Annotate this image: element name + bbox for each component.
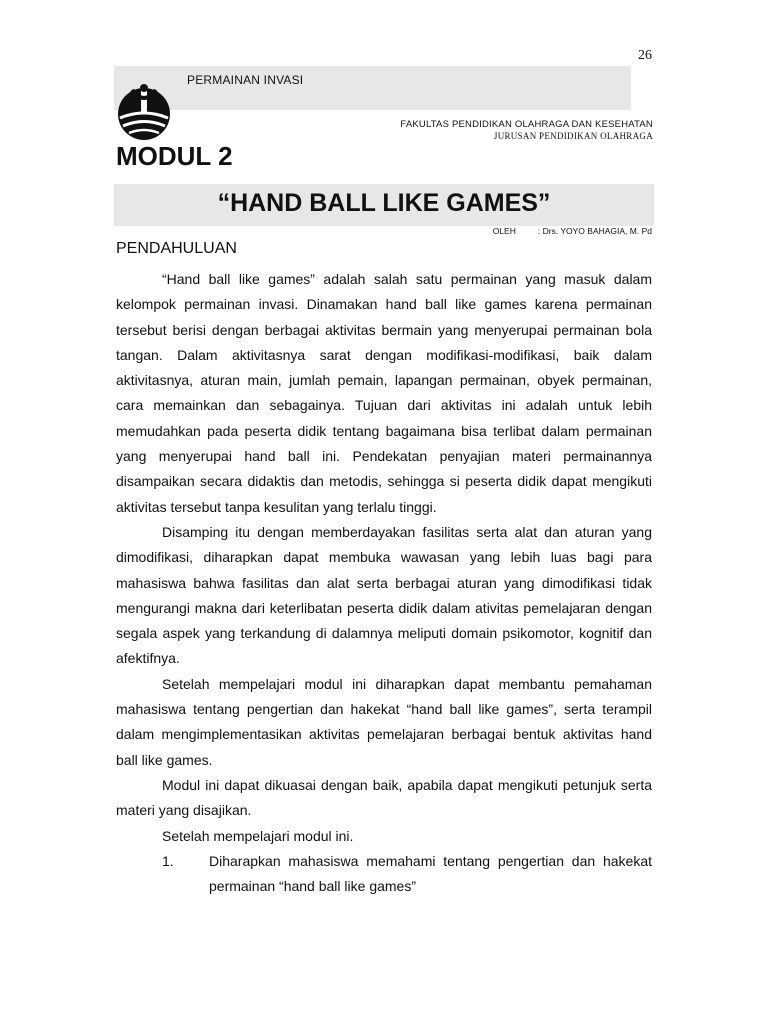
department-name: JURUSAN PENDIDIKAN OLAHRAGA bbox=[493, 131, 653, 141]
list-item-number: 1. bbox=[162, 852, 174, 869]
faculty-name: FAKULTAS PENDIDIKAN OLAHRAGA DAN KESEHATAN bbox=[400, 119, 653, 130]
list-item bbox=[116, 849, 652, 900]
faculty-block bbox=[400, 119, 653, 141]
page-number: 26 bbox=[638, 48, 652, 63]
paragraph: Modul ini dapat dikuasai dengan baik, apabila dapat mengikuti petunjuk serta materi yang disajikan. bbox=[116, 776, 652, 819]
paragraph: Disamping itu dengan memberdayakan fasilitas serta alat dan aturan yang dimodifikasi, diharapkan dapat membuka wawasan yang lebih luas bagi para mahasiswa bahwa fasilitas dan alat serta berbagai aturan yang dimodifikasi tidak mengurangi makna dari keterlibatan peserta didik dalam ativitas pemelajaran dengan segala aspek yang terkandung di dalamnya meliputi domain psikomotor, kognitif dan afektifnya. bbox=[116, 523, 652, 667]
section-heading: PENDAHULUAN bbox=[116, 240, 237, 257]
author-name: : Drs. YOYO BAHAGIA, M. Pd bbox=[537, 226, 652, 236]
section-title: PERMAINAN INVASI bbox=[187, 73, 304, 87]
author-line bbox=[493, 226, 652, 236]
module-label: MODUL 2 bbox=[116, 141, 233, 171]
paragraph: “Hand ball like games” adalah salah satu permainan yang masuk dalam kelompok permainan invasi. Dinamakan hand ball like games karena permainan tersebut berisi dengan berbagai aktivitas bermain yang menyerupai permainan bola tangan. Dalam aktivitasnya sarat dengan modifikasi-modifikasi, baik dalam aktivitasnya, aturan main, jumlah pemain, lapangan permainan, obyek permainan, cara memainkan dan sebagainya. Tujuan dari aktivitas ini adalah untuk lebih memudahkan pada peserta didik tentang bagaimana bisa terlibat dalam permainan yang menyerupai hand ball ini. Pendekatan penyajian materi permainannya disampaikan secara didaktis dan metodis, sehingga si peserta didik dapat mengikuti aktivitas tersebut tanpa kesulitan yang terlalu tinggi. bbox=[116, 271, 652, 515]
running-header bbox=[114, 66, 631, 110]
university-emblem-icon bbox=[114, 82, 174, 142]
paragraph: Setelah mempelajari modul ini diharapkan dapat membantu pemahaman mahasiswa tentang pengertian dan hakekat “hand ball like games”, serta terampil dalam mengimplementasikan aktivitas pemelajaran berbagai bentuk aktivitas hand ball like games. bbox=[116, 675, 652, 768]
body-text bbox=[116, 267, 652, 899]
list-item-text: Diharapkan mahasiswa memahami tentang pengertian dan hakekat permainan “hand ball like games” bbox=[209, 852, 652, 895]
author-label: OLEH bbox=[492, 226, 516, 236]
title-band bbox=[114, 184, 654, 226]
paragraph: Setelah mempelajari modul ini. bbox=[162, 827, 354, 844]
module-title: “HAND BALL LIKE GAMES” bbox=[217, 189, 551, 217]
